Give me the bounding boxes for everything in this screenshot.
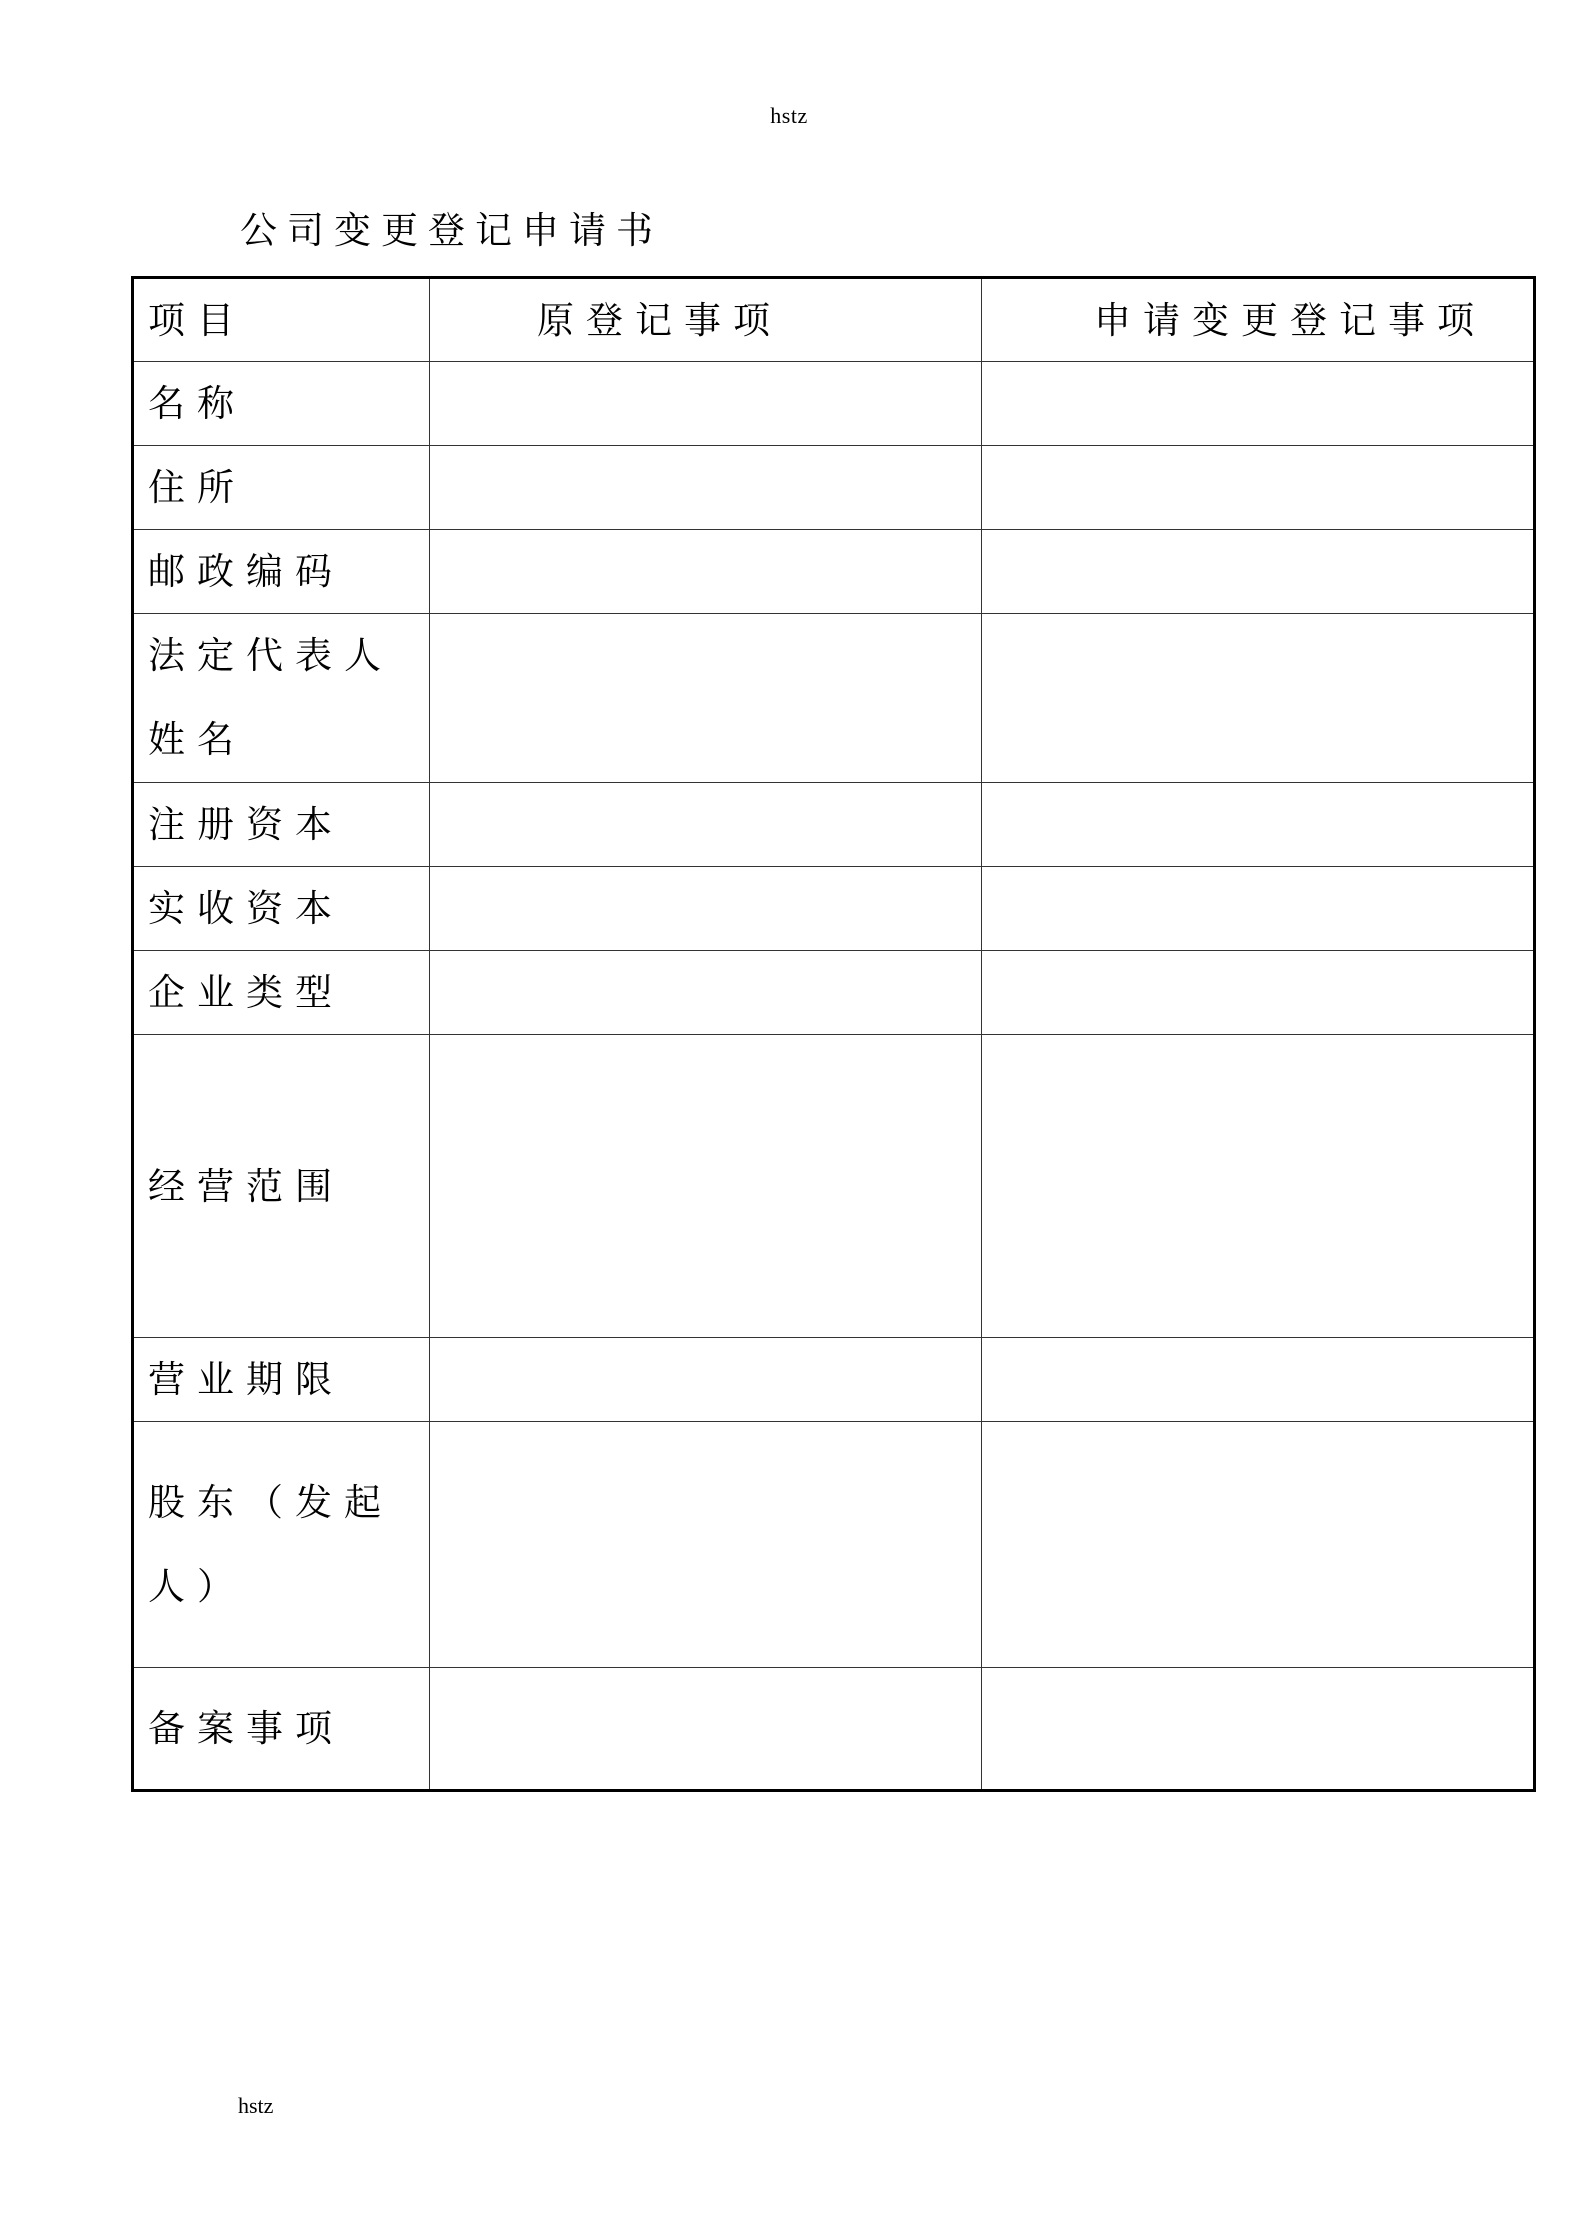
row-label-address: 住所 <box>133 446 430 530</box>
row-label-enterprise-type: 企业类型 <box>133 951 430 1035</box>
original-business-scope-cell[interactable] <box>430 1035 982 1338</box>
table-row <box>133 446 1535 530</box>
table-row <box>133 614 1535 783</box>
table-row <box>133 362 1535 446</box>
requested-address-cell[interactable] <box>982 446 1535 530</box>
requested-paid-in-capital-cell[interactable] <box>982 867 1535 951</box>
header-original: 原登记事项 <box>430 278 982 362</box>
header-item: 项目 <box>133 278 430 362</box>
original-enterprise-type-cell[interactable] <box>430 951 982 1035</box>
table-row <box>133 951 1535 1035</box>
table-header-row <box>133 278 1535 362</box>
original-shareholders-cell[interactable] <box>430 1422 982 1668</box>
row-label-registered-capital: 注册资本 <box>133 783 430 867</box>
table-row <box>133 530 1535 614</box>
row-label-postcode: 邮政编码 <box>133 530 430 614</box>
original-name-cell[interactable] <box>430 362 982 446</box>
table-row <box>133 1668 1535 1791</box>
original-legal-representative-cell[interactable] <box>430 614 982 783</box>
row-label-shareholders-line2: 人） <box>148 1564 246 1608</box>
row-label-filing-items: 备案事项 <box>133 1668 430 1791</box>
row-label-business-term: 营业期限 <box>133 1338 430 1422</box>
original-registered-capital-cell[interactable] <box>430 783 982 867</box>
original-postcode-cell[interactable] <box>430 530 982 614</box>
original-paid-in-capital-cell[interactable] <box>430 867 982 951</box>
requested-business-term-cell[interactable] <box>982 1338 1535 1422</box>
row-label-legal-representative-line2: 姓名 <box>148 718 246 761</box>
table-row <box>133 1338 1535 1422</box>
header-mark: hstz <box>770 103 808 128</box>
row-label-name: 名称 <box>133 362 430 446</box>
row-label-legal-representative <box>133 614 430 783</box>
requested-name-cell[interactable] <box>982 362 1535 446</box>
requested-shareholders-cell[interactable] <box>982 1422 1535 1668</box>
original-address-cell[interactable] <box>430 446 982 530</box>
requested-registered-capital-cell[interactable] <box>982 783 1535 867</box>
row-label-business-scope: 经营范围 <box>133 1035 430 1338</box>
table-row <box>133 1035 1535 1338</box>
footer-mark: hstz <box>238 2093 274 2118</box>
requested-filing-items-cell[interactable] <box>982 1668 1535 1791</box>
row-label-shareholders-line1: 股东（发起 <box>148 1480 393 1524</box>
table-row <box>133 1422 1535 1668</box>
original-filing-items-cell[interactable] <box>430 1668 982 1791</box>
change-registration-table <box>131 276 1536 1792</box>
table-row <box>133 867 1535 951</box>
table-row <box>133 783 1535 867</box>
row-label-legal-representative-line1: 法定代表人 <box>148 634 393 677</box>
requested-postcode-cell[interactable] <box>982 530 1535 614</box>
row-label-shareholders <box>133 1422 430 1668</box>
requested-business-scope-cell[interactable] <box>982 1035 1535 1338</box>
requested-enterprise-type-cell[interactable] <box>982 951 1535 1035</box>
row-label-paid-in-capital: 实收资本 <box>133 867 430 951</box>
requested-legal-representative-cell[interactable] <box>982 614 1535 783</box>
original-business-term-cell[interactable] <box>430 1338 982 1422</box>
document-title: 公司变更登记申请书 <box>240 209 663 252</box>
header-requested: 申请变更登记事项 <box>982 278 1535 362</box>
